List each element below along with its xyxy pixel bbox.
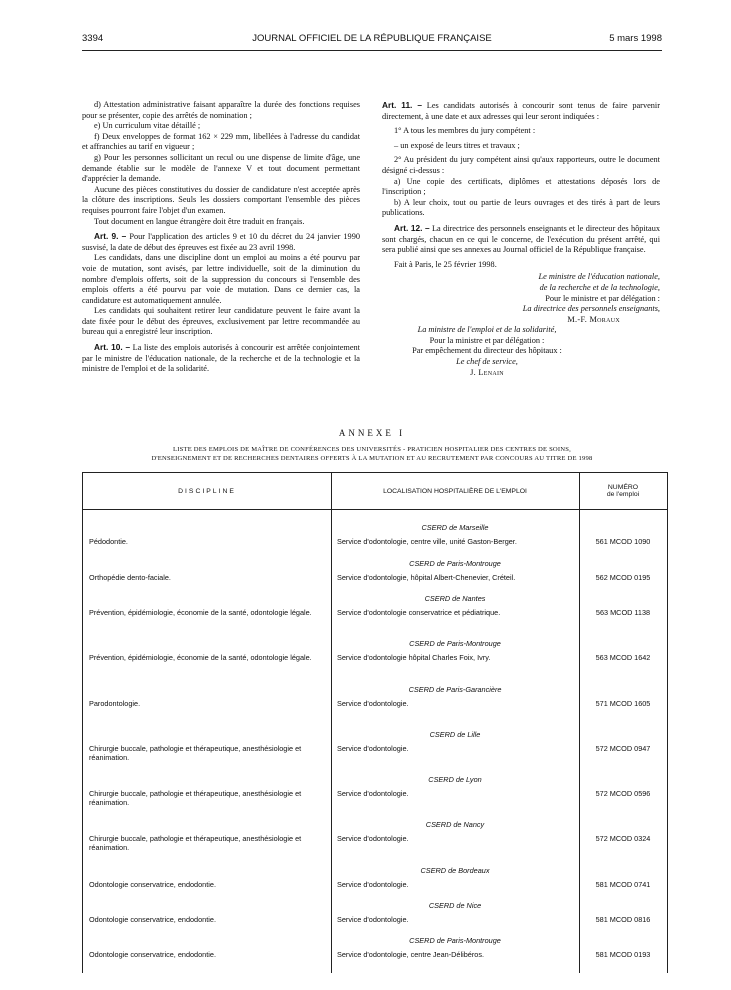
service-cell: Service d'odontologie.: [337, 834, 409, 843]
column-header-discipline: DISCIPLINE: [178, 487, 236, 495]
signature-block-2: [382, 325, 592, 378]
page-header: [82, 33, 662, 49]
article-9: [82, 231, 360, 253]
signature-block-1: [382, 272, 660, 325]
discipline-cell: Pédodontie.: [89, 537, 128, 546]
annex-subtitle-line: LISTE DES EMPLOIS DE MAÎTRE DE CONFÉRENCES DES UNIVERSITÉS - PRATICIEN HOSPITALIER DES CENTRES DE SOINS,: [173, 446, 571, 453]
cserd-heading: CSERD de Lyon: [428, 775, 482, 784]
cserd-heading: CSERD de Nantes: [424, 594, 486, 603]
paragraph: b) A leur choix, tout ou partie de leurs ouvrages et des tirés à part de leurs publications.: [382, 197, 660, 218]
article-11: [382, 100, 660, 122]
journal-title: JOURNAL OFFICIEL DE LA RÉPUBLIQUE FRANÇAISE: [252, 33, 492, 44]
numero-cell: 572 MCOD 0596: [595, 789, 651, 798]
paragraph: 2° Au président du jury compétent ainsi qu'aux rapporteurs, outre le document désigné ci-dessus :: [382, 155, 660, 175]
numero-cell: 563 MCOD 1138: [595, 608, 651, 617]
column-header-numero-line: de l'emploi: [606, 491, 640, 498]
column-header-numero: [579, 473, 667, 509]
column-divider: [579, 473, 580, 973]
annex-title: ANNEXE I: [338, 428, 406, 438]
numero-cell: 561 MCOD 1090: [595, 537, 651, 546]
article-label: Art. 9. –: [94, 231, 127, 242]
article-label: Art. 11. –: [382, 100, 422, 110]
signature-line: La ministre de l'emploi et de la solidarité,: [417, 325, 557, 335]
discipline-cell: Prévention, épidémiologie, économie de la santé, odontologie légale.: [89, 608, 312, 617]
article-10: [82, 342, 360, 375]
column-header-localisation: LOCALISATION HOSPITALIÈRE DE L'EMPLOI: [383, 487, 527, 495]
discipline-cell: Prévention, épidémiologie, économie de la santé, odontologie légale.: [89, 653, 312, 662]
discipline-cell: Chirurgie buccale, pathologie et thérapeutique, anesthésiologie et réanimation.: [89, 744, 302, 762]
article-text: Les candidats autorisés à concourir sont tenus de faire parvenir directement, à une date et aux adresses qui leur seront indiquées :: [382, 101, 660, 121]
paragraph: – un exposé de leurs titres et travaux ;: [394, 140, 520, 150]
cserd-heading: CSERD de Paris-Montrouge: [409, 936, 501, 945]
service-cell: Service d'odontologie.: [337, 880, 409, 889]
article-label: Art. 10. –: [94, 342, 131, 353]
cserd-heading: CSERD de Paris-Montrouge: [409, 559, 501, 568]
annex-subtitle: [82, 445, 662, 463]
service-cell: Service d'odontologie.: [337, 699, 409, 708]
discipline-cell: Chirurgie buccale, pathologie et thérapeutique, anesthésiologie et réanimation.: [89, 834, 302, 852]
service-cell: Service d'odontologie hôpital Charles Foix, Ivry.: [337, 653, 491, 662]
article-text: La directrice des personnels enseignants et le directeur des hôpitaux sont chargés, chacun en ce qui le concerne, de l'exécution du présent arrêté, qui sera publié ainsi que ses annexes au Journal officiel de la République française.: [382, 223, 660, 255]
cserd-heading: CSERD de Paris-Montrouge: [409, 639, 501, 648]
article-text: La liste des emplois autorisés à concourir est arrêtée conjointement par le ministre de l'éducation nationale, de la recherche et de la technologie et la ministre de l'emploi et de la solidarité.: [82, 343, 360, 374]
paragraph: d) Attestation administrative faisant apparaître la durée des fonctions requises pour se présenter, copie des arrêtés de nomination ;: [82, 100, 360, 120]
paragraph: a) Une copie des certificats, diplômes et attestations déposés lors de l'inscription ;: [382, 176, 660, 197]
service-cell: Service d'odontologie, centre ville, unité Gaston-Berger.: [337, 537, 517, 546]
cserd-heading: CSERD de Paris-Garancière: [408, 685, 502, 694]
service-cell: Service d'odontologie.: [337, 915, 409, 924]
discipline-cell: Odontologie conservatrice, endodontie.: [89, 880, 216, 889]
numero-cell: 572 MCOD 0324: [595, 834, 651, 843]
issue-date: 5 mars 1998: [609, 33, 662, 44]
numero-cell: 563 MCOD 1642: [595, 653, 651, 662]
numero-cell: 572 MCOD 0947: [595, 744, 651, 753]
discipline-cell: Odontologie conservatrice, endodontie.: [89, 950, 216, 959]
service-cell: Service d'odontologie.: [337, 789, 409, 798]
service-cell: Service d'odontologie, centre Jean-Délibéros.: [337, 950, 485, 959]
service-cell: Service d'odontologie.: [337, 744, 409, 753]
discipline-cell: Odontologie conservatrice, endodontie.: [89, 915, 216, 924]
numero-cell: 581 MCOD 0741: [595, 880, 651, 889]
signatory-name: J. Lenain: [470, 367, 504, 377]
numero-cell: 562 MCOD 0195: [595, 573, 651, 582]
article-12: [382, 223, 660, 256]
paragraph: e) Un curriculum vitae détaillé ;: [94, 121, 201, 131]
column-divider: [331, 473, 332, 973]
signature-line: Le chef de service,: [456, 357, 518, 367]
signature-line: Pour le ministre et par délégation :: [545, 293, 660, 303]
service-cell: Service d'odontologie, hôpital Albert-Chenevier, Créteil.: [337, 573, 516, 582]
numero-cell: 581 MCOD 0193: [595, 950, 651, 959]
paragraph: g) Pour les personnes sollicitant un recul ou une dispense de limite d'âge, une demande établie sur le modèle de l'annexe V et tout document permettant d'apprécier la demande.: [82, 152, 360, 184]
cserd-heading: CSERD de Lille: [429, 730, 481, 739]
signature-line: Par empêchement du directeur des hôpitaux :: [412, 346, 562, 356]
paragraph: Les candidats qui souhaitent retirer leur candidature peuvent le faire avant la date fixée pour le début des épreuves, exclusivement par lettre recommandée au bureau qui a enregistré leur inscription.: [82, 306, 360, 337]
page-number: 3394: [82, 33, 104, 44]
cserd-heading: CSERD de Marseille: [421, 523, 489, 532]
left-column: [82, 100, 360, 375]
paragraph: f) Deux enveloppes de format 162 × 229 mm, libellées à l'adresse du candidat et affranchies au tarif en vigueur ;: [82, 131, 360, 152]
cserd-heading: CSERD de Nice: [428, 901, 482, 910]
column-header-numero-line: NUMÉRO: [607, 484, 639, 491]
right-column: [382, 100, 660, 378]
signature-line: de la recherche et de la technologie,: [539, 282, 660, 292]
positions-table: [82, 472, 668, 973]
paragraph: Tout document en langue étrangère doit être traduit en français.: [94, 216, 305, 226]
paragraph: 1° A tous les membres du jury compétent :: [394, 126, 536, 136]
paragraph: Les candidats, dans une discipline dont un emploi au moins a été pourvu par voie de mutation, sont avisés, par lettre individuelle, soit de la diminution du nombre d'emplois offerts, soit de la suppression du concours si l'ensemble des emplois offerts a été pourvu par voie de mutation. Dans ce dernier cas, la candidature est automatiquement annulée.: [82, 253, 360, 305]
signature-line: Le ministre de l'éducation nationale,: [538, 272, 660, 282]
discipline-cell: Orthopédie dento-faciale.: [89, 573, 171, 582]
discipline-cell: Parodontologie.: [89, 699, 141, 708]
signature-date: Fait à Paris, le 25 février 1998.: [394, 259, 497, 269]
cserd-heading: CSERD de Nancy: [425, 820, 485, 829]
signature-line: Pour la ministre et par délégation :: [429, 335, 545, 345]
discipline-cell: Chirurgie buccale, pathologie et thérapeutique, anesthésiologie et réanimation.: [89, 789, 302, 807]
article-label: Art. 12. –: [394, 222, 430, 233]
annex-subtitle-line: D'ENSEIGNEMENT ET DE RECHERCHES DENTAIRES OFFERTS À LA MUTATION ET AU RECRUTEMENT PAR CONCOURS AU TITRE DE 1998: [151, 455, 593, 462]
article-text: Pour l'application des articles 9 et 10 du décret du 24 janvier 1990 susvisé, la date de début des épreuves est fixée au 23 avril 1998.: [82, 232, 360, 252]
cserd-heading: CSERD de Bordeaux: [420, 866, 490, 875]
header-rule: [82, 50, 662, 51]
numero-cell: 571 MCOD 1605: [595, 699, 651, 708]
signatory-name: M.-F. Moraux: [567, 314, 620, 324]
service-cell: Service d'odontologie conservatrice et pédiatrique.: [337, 608, 501, 617]
paragraph: Aucune des pièces constitutives du dossier de candidature n'est acceptée après la clôture des inscriptions. Seuls les dossiers comportant l'ensemble des pièces requises pourront faire l'objet d'un examen.: [82, 184, 360, 215]
numero-cell: 581 MCOD 0816: [595, 915, 651, 924]
signature-line: La directrice des personnels enseignants,: [522, 304, 660, 314]
